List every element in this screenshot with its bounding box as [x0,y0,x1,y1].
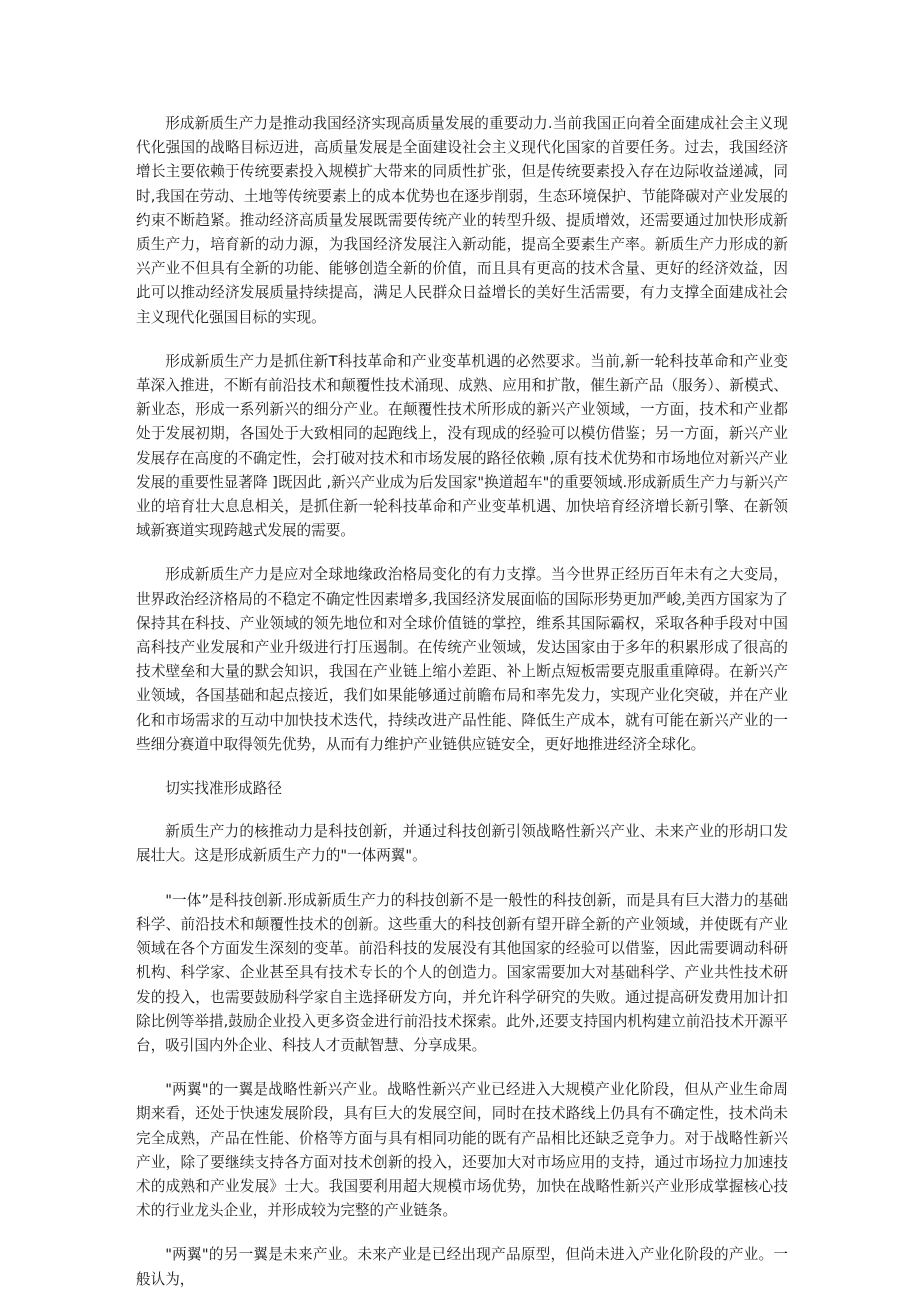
paragraph-geopolitics: 形成新质生产力是应对全球地缘政治格局变化的有力支撑。当今世界正经历百年未有之大变局，世界政治经济格局的不稳定不确定性因素增多,我国经济发展面临的国际形势更加严峻,美西方国家为了保持其在科技、产业领域的领先地位和对全球价值链的掌控，维系其国际霸权，采取各种手段对中国高科技产业发展和产业升级进行打压遏制。在传统产业领域，发达国家由于多年的积累形成了很高的技术壁垒和大量的默会知识，我国在产业链上缩小差距、补上断点短板需要克服重重障碍。在新兴产业领域，各国基础和起点接近，我们如果能够通过前瞻布局和率先发力，实现产业化突破，并在产业化和市场需求的互动中加快技术迭代，持续改进产品性能、降低生产成本，就有可能在新兴产业的一些细分赛道中取得领先优势，从而有力维护产业链供应链安全，更好地推进经济全球化。 [136,566,788,753]
section-heading: 切实找准形成路径 [165,780,282,798]
paragraph-tech-revolution: 形成新质生产力是抓住新T科技革命和产业变革机遇的必然要求。当前,新一轮科技革命和产业变革深入推进，不断有前沿技术和颠覆性技术涌现、成熟、应用和扩散，催生新产品（服务）、新模式、新业态，形成一系列新兴的细分产业。在颠覆性技术所形成的新兴产业领域，一方面，技术和产业都处于发展初期，各国处于大致相同的起跑线上，没有现成的经验可以模仿借鉴；另一方面，新兴产业发展存在高度的不确定性，会打破对技术和市场发展的路径依赖 ,原有技术优势和市场地位对新兴产业发展的重要性显著降 ]既因此 ,新兴产业成为后发国家"换道超车"的重要领域.形成新质生产力与新兴产业的培育壮大息息相关，是抓住新一轮科技革命和产业变革机遇、加快培育经济增长新引擎、在新领域新赛道实现跨越式发展的需要。 [136,352,788,540]
paragraph-wing-strategic: "两翼"的一翼是战略性新兴产业。战略性新兴产业已经进入大规模产业化阶段，但从产业生命周期来看，还处于快速发展阶段，具有巨大的发展空间，同时在技术路线上仍具有不确定性，技术尚未完全成熟，产品在性能、价格等方面与具有相同功能的既有产品相比还缺乏竞争力。对于战略性新兴产业，除了要继续支持各方面对技术创新的投入，还要加大对市场应用的支持，通过市场拉力加速技术的成熟和产业发展》士大。我国要利用超大规模市场优势，加快在战略性新兴产业形成掌握核心技术的行业龙头企业，并形成较为完整的产业链条。 [136,1081,788,1220]
paragraph-wing-future: "两翼"的另一翼是未来产业。未来产业是已经出现产品原型，但尚未进入产业化阶段的产业。一般认为， [136,1246,788,1288]
paragraph-core-driver: 新质生产力的核推动力是科技创新，并通过科技创新引领战略性新兴产业、未来产业的形胡口发展壮大。这是形成新质生产力的"一体两翼"。 [136,823,788,865]
paragraph-one-body: "一体”是科技创新.形成新质生产力的科技创新不是一般性的科技创新，而是具有巨大潜力的基础科学、前沿技术和颠覆性技术的创新。这些重大的科技创新有望开辟全新的产业领域，并使既有产业领域在各个方面发生深刻的变革。前沿科技的发展没有其他国家的经验可以借鉴，因此需要调动科研机构、科学家、企业甚至具有技术专长的个人的创造力。国家需要加大对基础科学、产业共性技术研发的投入，也需要鼓励科学家自主选择研发方向，并允许科学研究的失败。通过提高研发费用加计扣除比例等举措,鼓励企业投入更多资金进行前沿技术探索。此外,还要支持国内机构建立前沿技术开源平台，吸引国内外企业、科技人才贡献智慧、分享成果。 [136,891,788,1054]
document-body [136,112,788,1312]
paragraph-high-quality-development: 形成新质生产力是推动我国经济实现高质量发展的重要动力.当前我国正向着全面建成社会主义现代化强国的战略目标迈进，高质量发展是全面建设社会主义现代化国家的首要任务。过去，我国经济增长主要依赖于传统要素投入规模扩大带来的同质性扩张，但是传统要素投入存在边际收益递减，同时,我国在劳动、土地等传统要素上的成本优势也在逐步削弱，生态环境保护、节能降碳对产业发展的约束不断趋紧。推动经济高质量发展既需要传统产业的转型升级、提质增效，还需要通过加快形成新质生产力，培育新的动力源，为我国经济发展注入新动能，提高全要素生产率。新质生产力形成的新兴产业不但具有全新的功能、能够创造全新的价值，而且具有更高的技术含量、更好的经济效益，因此可以推动经济发展质量持续提高，满足人民群众日益增长的美好生活需要，有力支撑全面建成社会主义现代化强国目标的实现。 [136,115,788,326]
